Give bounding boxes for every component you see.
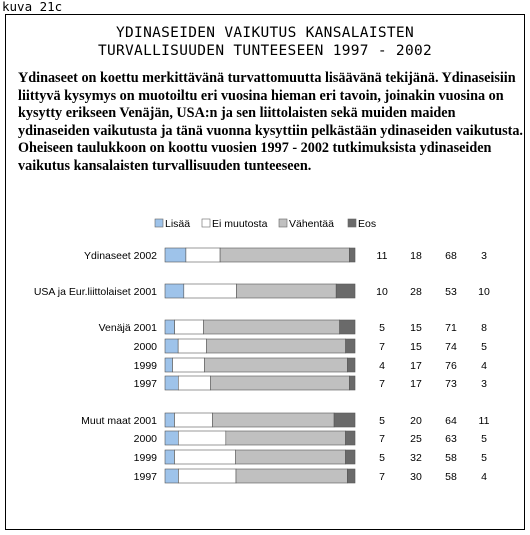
category-label: Venäjä 2001 <box>98 322 157 334</box>
bar-segment-ei-muutosta <box>178 469 236 483</box>
category-label: Ydinaseet 2002 <box>84 250 157 262</box>
legend-swatch-ei-muutosta <box>202 219 210 227</box>
category-label: 2000 <box>133 341 157 353</box>
value-label: 71 <box>445 322 457 334</box>
category-label: 1997 <box>133 471 157 483</box>
value-label: 20 <box>410 415 422 427</box>
bar-segment-lisaa <box>165 358 173 372</box>
value-label: 18 <box>410 250 422 262</box>
category-label: USA ja Eur.liittolaiset 2001 <box>33 286 157 298</box>
bar-segment-eos <box>349 248 355 262</box>
value-label: 4 <box>481 471 487 483</box>
bar-segment-lisaa <box>165 376 178 390</box>
chart-title-line-2: TURVALLISUUDEN TUNTEESEEN 1997 - 2002 <box>97 43 433 59</box>
bar-segment-vahentaa <box>211 376 350 390</box>
value-label: 32 <box>410 452 422 464</box>
value-label: 53 <box>445 286 457 298</box>
value-label: 5 <box>379 452 385 464</box>
value-label: 30 <box>410 471 422 483</box>
value-label: 4 <box>481 360 487 372</box>
value-labels <box>376 250 490 483</box>
value-label: 8 <box>481 322 487 334</box>
value-label: 11 <box>376 250 388 262</box>
bar-segment-lisaa <box>165 248 186 262</box>
value-label: 17 <box>410 378 422 390</box>
legend-swatch-vahentaa <box>279 219 287 227</box>
value-label: 17 <box>410 360 422 372</box>
description-paragraph: Ydinaseet on koettu merkittävänä turvattomuutta lisäävänä tekijänä. Ydinaseisiin liittyvä kysymys on muotoiltu eri vuosina hieman eri tavoin, joinakin vuosina on kysytty erikseen Venäjän, USA:n ja sen liittolaisten sekä muiden maiden ydinaseiden vaikutusta ja tänä vuonna kysyttiin pelkästään ydinaseiden vaikutusta. Oheiseen taulukkoon on koottu vuosien 1997 - 2002 tutkimuksista ydinaseiden vaikutus kansalaisten turvallisuuden tunteeseen. <box>18 70 523 174</box>
value-label: 7 <box>379 341 385 353</box>
legend-label-ei-muutosta: Ei muutosta <box>212 218 268 230</box>
category-label: 2000 <box>133 433 157 445</box>
category-label: 1999 <box>133 452 157 464</box>
legend-label-vahentaa: Vähentää <box>289 218 334 230</box>
bar-segment-eos <box>347 358 355 372</box>
value-label: 74 <box>445 341 457 353</box>
value-label: 64 <box>445 415 457 427</box>
chart-legend <box>155 218 376 230</box>
value-label: 68 <box>445 250 457 262</box>
value-label: 28 <box>410 286 422 298</box>
value-label: 4 <box>379 360 385 372</box>
bar-segment-eos <box>346 339 355 353</box>
bar-segment-eos <box>349 376 355 390</box>
bar-segment-vahentaa <box>236 469 347 483</box>
value-label: 58 <box>445 452 457 464</box>
value-label: 5 <box>481 341 487 353</box>
bar-segment-lisaa <box>165 284 184 298</box>
value-label: 58 <box>445 471 457 483</box>
value-label: 5 <box>481 452 487 464</box>
bar-segment-eos <box>334 413 355 427</box>
bar-segment-ei-muutosta <box>178 376 210 390</box>
value-label: 3 <box>481 250 487 262</box>
value-label: 5 <box>379 322 385 334</box>
bar-segment-eos <box>346 450 356 464</box>
bar-segment-vahentaa <box>235 450 345 464</box>
bar-segment-lisaa <box>165 413 175 427</box>
bar-segment-vahentaa <box>220 248 349 262</box>
value-label: 3 <box>481 378 487 390</box>
value-label: 7 <box>379 433 385 445</box>
bar-segment-eos <box>346 431 356 445</box>
value-label: 5 <box>379 415 385 427</box>
value-label: 7 <box>379 378 385 390</box>
value-label: 7 <box>379 471 385 483</box>
value-label: 15 <box>410 322 422 334</box>
bar-segment-lisaa <box>165 469 178 483</box>
bar-segment-lisaa <box>165 431 178 445</box>
bar-segment-eos <box>340 320 355 334</box>
value-label: 15 <box>410 341 422 353</box>
value-label: 10 <box>376 286 388 298</box>
bar-segment-lisaa <box>165 450 175 464</box>
bar-segment-ei-muutosta <box>173 358 205 372</box>
bar-segment-lisaa <box>165 339 178 353</box>
bar-segment-eos <box>336 284 355 298</box>
bar-segment-ei-muutosta <box>175 413 213 427</box>
bar-segment-ei-muutosta <box>175 320 204 334</box>
bar-segment-vahentaa <box>236 284 336 298</box>
bar-segment-ei-muutosta <box>178 339 206 353</box>
bar-segment-vahentaa <box>203 320 339 334</box>
chart-bars <box>165 248 355 483</box>
bar-segment-ei-muutosta <box>178 431 226 445</box>
bar-segment-eos <box>347 469 355 483</box>
figure-label: kuva 21c <box>2 0 63 14</box>
category-labels <box>34 250 157 483</box>
value-label: 63 <box>445 433 457 445</box>
value-label: 11 <box>478 415 490 427</box>
value-label: 76 <box>445 360 457 372</box>
legend-label-eos: Eos <box>358 218 377 230</box>
legend-label-lisaa: Lisää <box>165 218 191 230</box>
legend-swatch-eos <box>348 219 356 227</box>
bar-segment-vahentaa <box>206 339 345 353</box>
value-label: 25 <box>410 433 422 445</box>
bar-segment-vahentaa <box>205 358 348 372</box>
legend-swatch-lisaa <box>155 219 163 227</box>
bar-segment-ei-muutosta <box>184 284 237 298</box>
bar-segment-vahentaa <box>226 431 346 445</box>
category-label: 1997 <box>133 378 157 390</box>
value-label: 73 <box>445 378 457 390</box>
value-label: 10 <box>478 286 490 298</box>
value-label: 5 <box>481 433 487 445</box>
category-label: 1999 <box>133 360 157 372</box>
bar-segment-lisaa <box>165 320 175 334</box>
chart-title-line-1: YDINASEIDEN VAIKUTUS KANSALAISTEN <box>116 25 414 41</box>
bar-segment-vahentaa <box>213 413 335 427</box>
bar-segment-ei-muutosta <box>186 248 220 262</box>
category-label: Muut maat 2001 <box>81 415 157 427</box>
bar-segment-ei-muutosta <box>175 450 236 464</box>
